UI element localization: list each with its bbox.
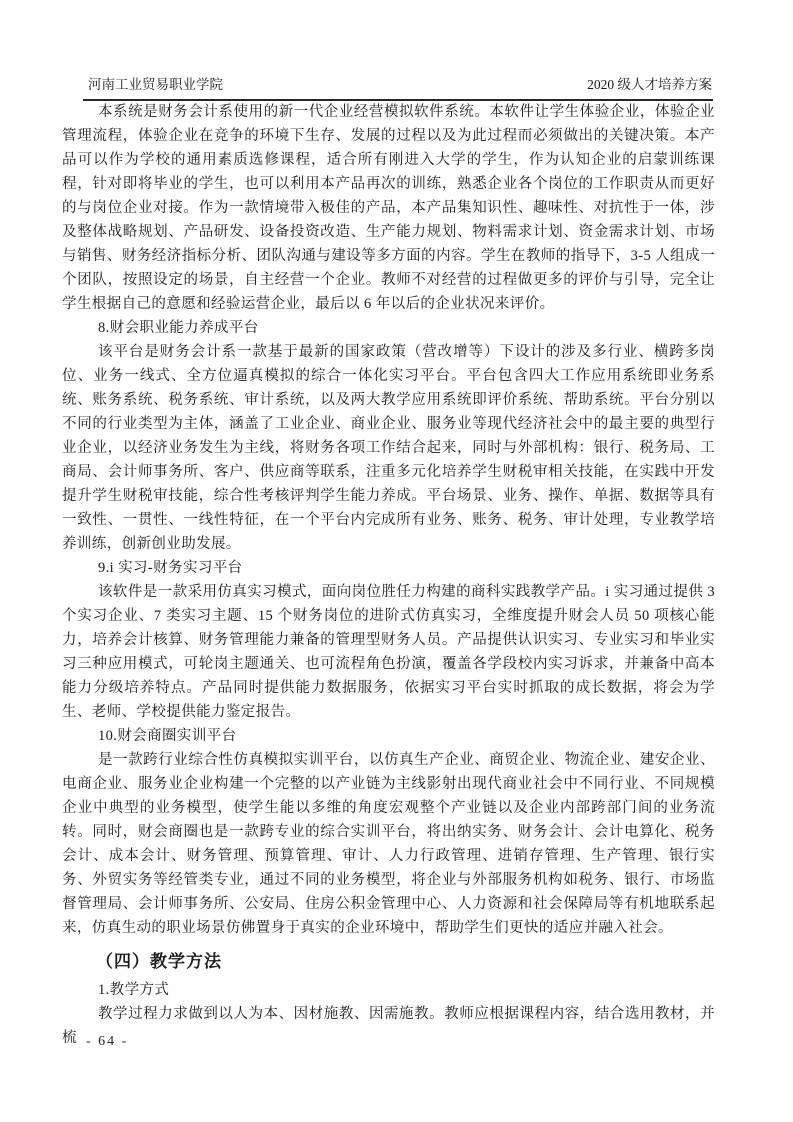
page-footer [86,1034,128,1050]
section-heading: （四）教学方法 [96,952,222,971]
header-plan-title: 2020 级人才培养方案 [587,77,712,92]
subsection-heading: 1.教学方式 [98,982,170,998]
paragraph: 教学过程力求做到以人为本、因材施教、因需施教。教师应根据课程内容，结合选用教材，并梳 [62,1006,715,1046]
header-school-name: 河南工业贸易职业学院 [88,77,223,92]
page-header [83,66,713,101]
paragraph: 本系统是财务会计系使用的新一代企业经营模拟软件系统。本软件让学生体验企业，体验企业管理流程，体验企业在竞争的环境下生存、发展的过程以及为此过程而必须做出的关键决策。本产品可以作为学校的通用素质选修课程，适合所有刚进入大学的学生，作为认知企业的启蒙训练课程，针对即将毕业的学生，也可以利用本产品再次的训练，熟悉企业各个岗位的工作职责从而更好的与岗位企业对接。作为一款情境带入极佳的产品，本产品集知识性、趣味性、对抗性于一体，涉及整体战略规划、产品研发、设备投资改造、生产能力规划、物料需求计划、资金需求计划、市场与销售、财务经济指标分析、团队沟通与建设等多方面的内容。学生在教师的指导下，3-5 人组成一个团队，按照设定的场景，自主经营一个企业。教师不对经营的过程做更多的评价与引导，完全让学生根据自己的意愿和经验运营企业，最后以 6 年以后的企业状况来评价。 [62,104,715,312]
paragraph: 该软件是一款采用仿真实习模式，面向岗位胜任力构建的商科实践教学产品。i 实习通过提供 3 个实习企业、7 类实习主题、15 个财务岗位的进阶式仿真实习，全维度提升财会人员 50 项核心能力，培养会计核算、财务管理能力兼备的管理型财务人员。产品提供认识实习、专业实习和毕业实习三种应用模式，可轮岗主题通关、也可流程角色扮演，覆盖各学段校内实习诉求，并兼备中高本能力分级培养特点。产品同时提供能力数据服务，依据实习平台实时抓取的成长数据，将会为学生、老师、学校提供能力鉴定报告。 [62,584,715,720]
paragraph: 是一款跨行业综合性仿真模拟实训平台，以仿真生产企业、商贸企业、物流企业、建安企业、电商企业、服务业企业构建一个完整的以产业链为主线影射出现代商业社会中不同行业、不同规模企业中典型的业务模型，使学生能以多维的角度宏观整个产业链以及企业内部跨部门间的业务流转。同时，财会商圈也是一款跨专业的综合实训平台，将出纳实务、财务会计、会计电算化、税务会计、成本会计、财务管理、预算管理、审计、人力行政管理、进销存管理、生产管理、银行实务、外贸实务等经管类专业，通过不同的业务模型，将企业与外部服务机构如税务、银行、市场监督管理局、会计师事务所、公安局、住房公积金管理中心、人力资源和社会保障局等有机地联系起来，仿真生动的职业场景仿佛置身于真实的企业环境中，帮助学生们更快的适应并融入社会。 [62,752,715,936]
document-body [62,100,715,1050]
subsection-heading: 10.财会商圈实训平台 [98,728,237,744]
page-number: - 64 - [86,1034,129,1049]
paragraph: 该平台是财务会计系一款基于最新的国家政策（营改增等）下设计的涉及多行业、横跨多岗位、业务一线式、全方位逼真模拟的综合一体化实习平台。平台包含四大工作应用系统即业务系统、账务系统、税务系统、审计系统，以及两大教学应用系统即评价系统、帮助系统。平台分别以不同的行业类型为主体，涵盖了工业企业、商业企业、服务业等现代经济社会中的最主要的典型行业企业，以经济业务发生为主线，将财务各项工作结合起来，同时与外部机构：银行、税务局、工商局、会计师事务所、客户、供应商等联系，注重多元化培养学生财税审相关技能，在实践中开发提升学生财税审技能，综合性考核评判学生能力养成。平台场景、业务、操作、单据、数据等具有一致性、一贯性、一线性特征，在一个平台内完成所有业务、账务、税务、审计处理，专业教学培养训练，创新创业助发展。 [62,344,715,552]
subsection-heading: 8.财会职业能力养成平台 [98,320,259,336]
subsection-heading: 9.i 实习-财务实习平台 [98,560,243,576]
